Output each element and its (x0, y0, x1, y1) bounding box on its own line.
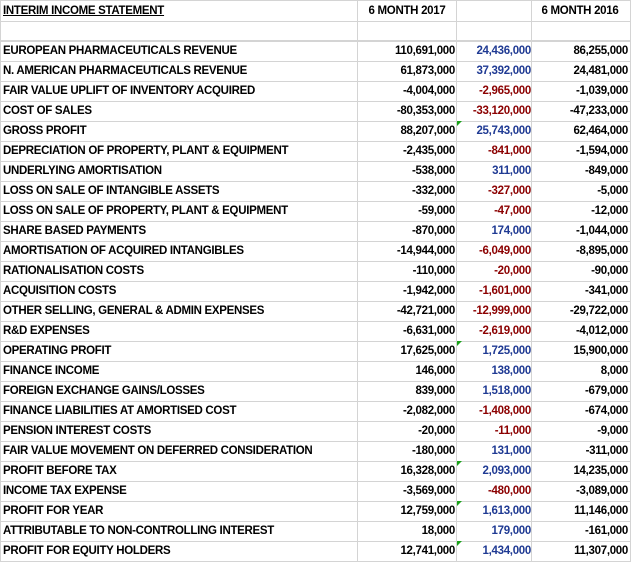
value-change[interactable]: -20,000 (494, 265, 531, 277)
column-header-2017[interactable]: 6 MONTH 2017 (368, 5, 446, 17)
grid-row-line (0, 21, 631, 22)
row-label[interactable]: EUROPEAN PHARMACEUTICALS REVENUE (3, 45, 237, 57)
value-change[interactable]: 131,000 (491, 445, 531, 457)
value-2017[interactable]: -3,569,000 (403, 485, 455, 497)
value-change[interactable]: 1,434,000 (482, 545, 531, 557)
table-row (0, 301, 631, 321)
table-row (0, 101, 631, 121)
row-label[interactable]: LOSS ON SALE OF PROPERTY, PLANT & EQUIPMENT (3, 205, 288, 217)
value-change[interactable]: 311,000 (492, 165, 531, 177)
value-2016[interactable]: 14,235,000 (573, 465, 628, 477)
value-2016[interactable]: 8,000 (600, 365, 628, 377)
value-2016[interactable]: -1,044,000 (576, 225, 628, 237)
table-row (0, 281, 631, 301)
row-label[interactable]: FOREIGN EXCHANGE GAINS/LOSSES (3, 385, 205, 397)
value-change[interactable]: -327,000 (488, 185, 531, 197)
value-2017[interactable]: -538,000 (412, 165, 455, 177)
row-label[interactable]: GROSS PROFIT (3, 125, 87, 137)
row-label[interactable]: LOSS ON SALE OF INTANGIBLE ASSETS (3, 185, 220, 197)
value-change[interactable]: 1,613,000 (482, 505, 531, 517)
table-row (0, 501, 631, 521)
value-2016[interactable]: -3,089,000 (576, 485, 628, 497)
table-row (0, 541, 631, 561)
row-label[interactable]: FAIR VALUE UPLIFT OF INVENTORY ACQUIRED (3, 85, 255, 97)
value-2016[interactable]: 11,307,000 (574, 545, 628, 557)
value-change[interactable]: -1,408,000 (479, 405, 531, 417)
value-change[interactable]: -480,000 (488, 485, 531, 497)
value-2016[interactable]: -679,000 (585, 385, 628, 397)
value-2017[interactable]: -20,000 (418, 425, 455, 437)
value-2016[interactable]: 15,900,000 (573, 345, 628, 357)
row-label[interactable]: PROFIT BEFORE TAX (3, 465, 117, 477)
row-label[interactable]: UNDERLYING AMORTISATION (3, 165, 162, 177)
row-label[interactable]: COST OF SALES (3, 105, 92, 117)
table-row (0, 321, 631, 341)
value-2016[interactable]: -5,000 (597, 185, 628, 197)
value-2017[interactable]: -6,631,000 (403, 325, 455, 337)
value-2017[interactable]: 12,741,000 (400, 545, 455, 557)
value-change[interactable]: 1,518,000 (482, 385, 531, 397)
value-change[interactable]: -33,120,000 (472, 105, 531, 117)
value-2016[interactable]: -9,000 (597, 425, 628, 437)
value-2017[interactable]: -2,082,000 (403, 405, 455, 417)
value-2016[interactable]: -849,000 (585, 165, 628, 177)
value-2017[interactable]: 839,000 (415, 385, 455, 397)
row-label[interactable]: FAIR VALUE MOVEMENT ON DEFERRED CONSIDERATION (3, 445, 313, 457)
statement-title[interactable]: INTERIM INCOME STATEMENT (3, 5, 165, 17)
table-row (0, 201, 631, 221)
value-change[interactable]: -11,000 (494, 425, 531, 437)
value-2017[interactable]: -1,942,000 (403, 285, 455, 297)
value-2017[interactable]: -42,721,000 (396, 305, 455, 317)
row-label[interactable]: DEPRECIATION OF PROPERTY, PLANT & EQUIPMENT (3, 145, 289, 157)
formula-indicator-icon (457, 461, 462, 466)
value-2016[interactable]: -1,594,000 (576, 145, 628, 157)
table-row (0, 141, 631, 161)
table-row (0, 521, 631, 541)
value-2017[interactable]: 146,000 (415, 365, 455, 377)
value-change[interactable]: 138,000 (491, 365, 531, 377)
value-2016[interactable]: -311,000 (585, 445, 628, 457)
value-2017[interactable]: -2,435,000 (403, 145, 455, 157)
table-row (0, 41, 631, 61)
value-2016[interactable]: 24,481,000 (573, 65, 628, 77)
value-2016[interactable]: 11,146,000 (574, 505, 628, 517)
value-2017[interactable]: 16,328,000 (400, 465, 455, 477)
value-2017[interactable]: 12,759,000 (400, 505, 455, 517)
value-change[interactable]: -1,601,000 (479, 285, 531, 297)
formula-indicator-icon (457, 341, 462, 346)
row-label[interactable]: PENSION INTEREST COSTS (3, 425, 152, 437)
value-2016[interactable]: -161,000 (585, 525, 628, 537)
value-2016[interactable]: -1,039,000 (576, 85, 628, 97)
value-2017[interactable]: -4,004,000 (403, 85, 455, 97)
value-2016[interactable]: -47,233,000 (569, 105, 628, 117)
formula-indicator-icon (457, 121, 462, 126)
formula-indicator-icon (457, 501, 462, 506)
table-row (0, 221, 631, 241)
value-change[interactable]: -2,619,000 (479, 325, 531, 337)
value-2017[interactable]: 110,691,000 (394, 45, 455, 57)
table-row (0, 361, 631, 381)
table-row (0, 441, 631, 461)
row-label[interactable]: ATTRIBUTABLE TO NON-CONTROLLING INTEREST (3, 525, 275, 537)
value-2017[interactable]: -80,353,000 (396, 105, 455, 117)
value-2016[interactable]: -674,000 (585, 405, 628, 417)
value-2016[interactable]: -341,000 (585, 285, 628, 297)
value-change[interactable]: 2,093,000 (482, 465, 531, 477)
value-2017[interactable]: -59,000 (418, 205, 455, 217)
value-change[interactable]: 1,725,000 (482, 345, 531, 357)
row-label[interactable]: AMORTISATION OF ACQUIRED INTANGIBLES (3, 245, 244, 257)
value-change[interactable]: 24,436,000 (476, 45, 531, 57)
column-header-2016[interactable]: 6 MONTH 2016 (541, 5, 619, 17)
value-2017[interactable]: -110,000 (412, 265, 455, 277)
value-change[interactable]: 179,000 (491, 525, 531, 537)
table-row (0, 181, 631, 201)
value-change[interactable]: -47,000 (494, 205, 531, 217)
value-2017[interactable]: 18,000 (421, 525, 455, 537)
row-label[interactable]: ACQUISITION COSTS (3, 285, 117, 297)
table-row (0, 61, 631, 81)
table-row (0, 121, 631, 141)
table-row (0, 381, 631, 401)
value-change[interactable]: -841,000 (488, 145, 531, 157)
formula-indicator-icon (457, 541, 462, 546)
row-label[interactable]: N. AMERICAN PHARMACEUTICALS REVENUE (3, 65, 247, 77)
row-label[interactable]: PROFIT FOR EQUITY HOLDERS (3, 545, 171, 557)
table-row (0, 481, 631, 501)
row-label[interactable]: PROFIT FOR YEAR (3, 505, 104, 517)
row-label[interactable]: SHARE BASED PAYMENTS (3, 225, 146, 237)
value-change[interactable]: -2,965,000 (479, 85, 531, 97)
value-2017[interactable]: -180,000 (412, 445, 455, 457)
value-2016[interactable]: -4,012,000 (576, 325, 628, 337)
table-row (0, 241, 631, 261)
value-2017[interactable]: 17,625,000 (400, 345, 455, 357)
value-change[interactable]: 37,392,000 (476, 65, 531, 77)
value-2017[interactable]: 61,873,000 (400, 65, 455, 77)
value-change[interactable]: 174,000 (491, 225, 531, 237)
value-2016[interactable]: -12,000 (591, 205, 628, 217)
value-2016[interactable]: 86,255,000 (573, 45, 628, 57)
value-2016[interactable]: -29,722,000 (569, 305, 628, 317)
value-2016[interactable]: 62,464,000 (573, 125, 628, 137)
row-label[interactable]: OTHER SELLING, GENERAL & ADMIN EXPENSES (3, 305, 265, 317)
row-label[interactable]: RATIONALISATION COSTS (3, 265, 144, 277)
row-label[interactable]: INCOME TAX EXPENSE (3, 485, 127, 497)
row-label[interactable]: FINANCE INCOME (3, 365, 100, 377)
value-2016[interactable]: -90,000 (591, 265, 628, 277)
table-row (0, 461, 631, 481)
value-2016[interactable]: -8,895,000 (576, 245, 628, 257)
table-row (0, 81, 631, 101)
row-label[interactable]: OPERATING PROFIT (3, 345, 112, 357)
header-row (0, 1, 631, 21)
value-2017[interactable]: -14,944,000 (396, 245, 455, 257)
value-2017[interactable]: 88,207,000 (400, 125, 455, 137)
value-change[interactable]: -6,049,000 (479, 245, 531, 257)
row-label[interactable]: FINANCE LIABILITIES AT AMORTISED COST (3, 405, 237, 417)
value-2017[interactable]: -870,000 (412, 225, 455, 237)
table-row (0, 161, 631, 181)
row-label[interactable]: R&D EXPENSES (3, 325, 90, 337)
table-row (0, 341, 631, 361)
value-change[interactable]: -12,999,000 (472, 305, 531, 317)
table-row (0, 401, 631, 421)
value-2017[interactable]: -332,000 (412, 185, 455, 197)
value-change[interactable]: 25,743,000 (476, 125, 531, 137)
table-row (0, 261, 631, 281)
table-row (0, 421, 631, 441)
